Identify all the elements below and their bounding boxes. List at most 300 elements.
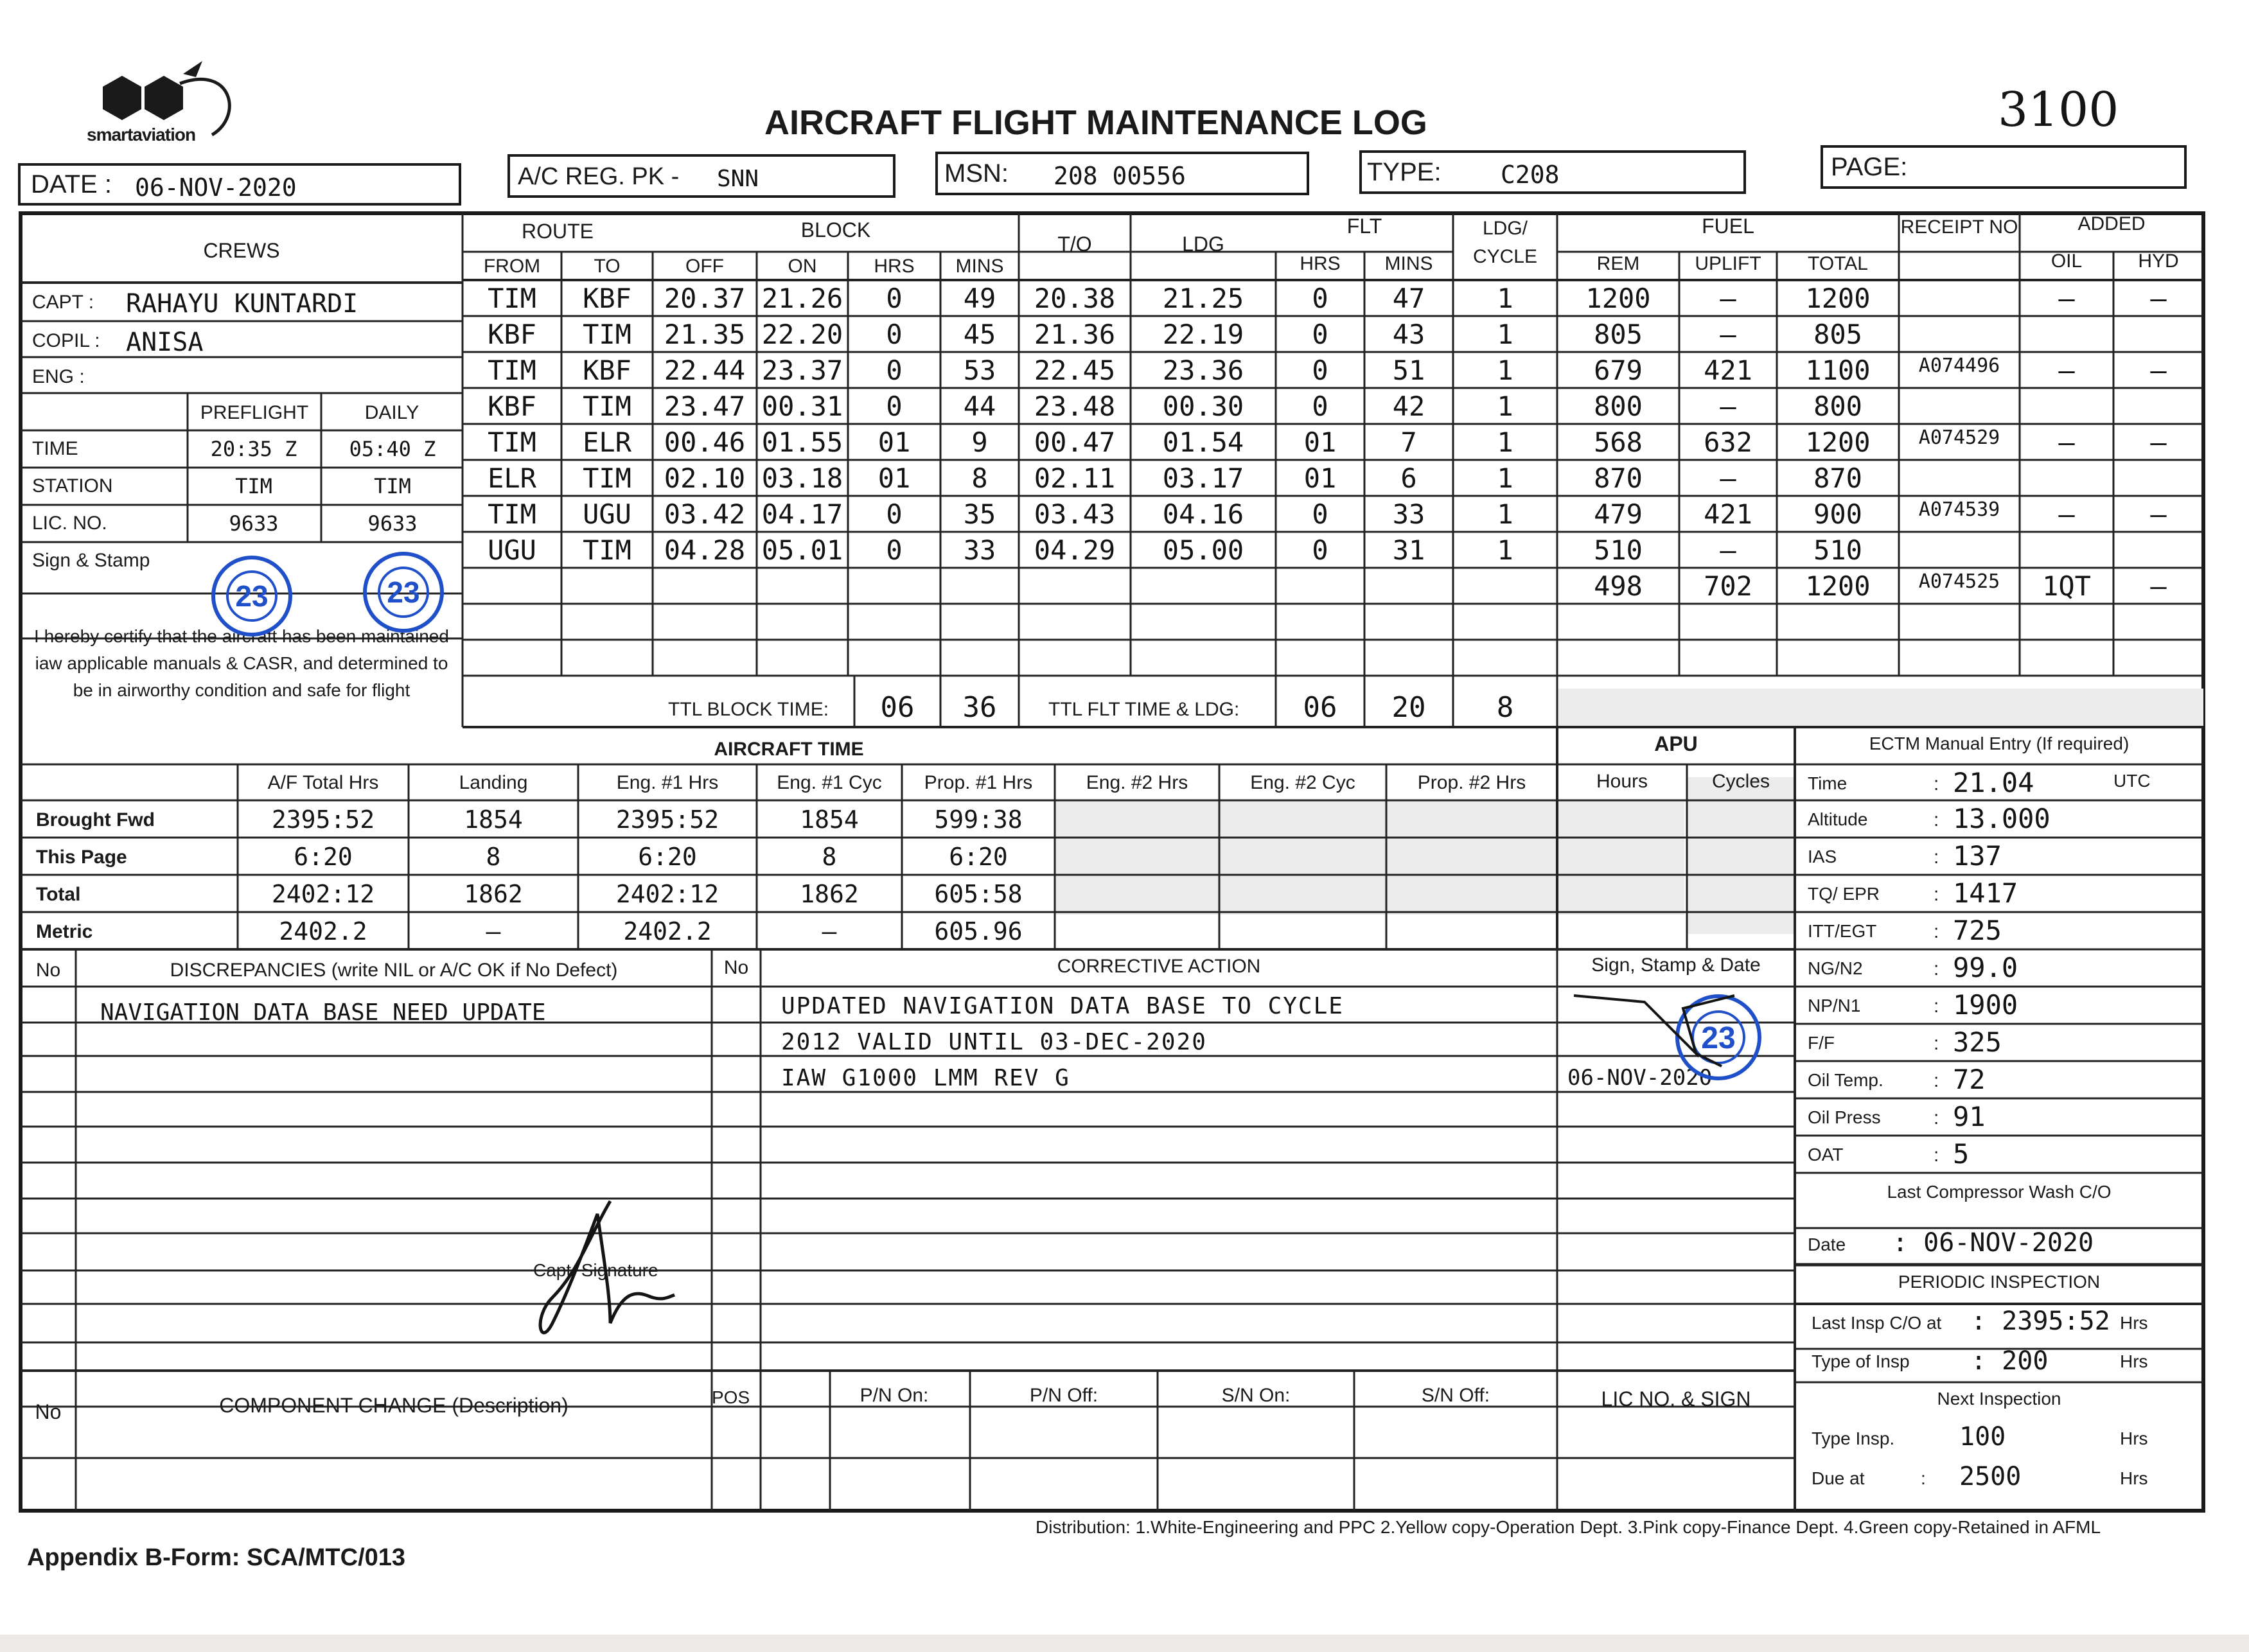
flight-5-cyc[interactable]: 1 bbox=[1497, 462, 1513, 494]
type-insp-value[interactable]: : 200 bbox=[1971, 1346, 2049, 1376]
ectm-colon-6: : bbox=[1934, 996, 1939, 1017]
flight-0-fmins[interactable]: 47 bbox=[1392, 283, 1425, 314]
flight-7-ldg[interactable]: 05.00 bbox=[1162, 534, 1244, 566]
ectm-label-9: Oil Press bbox=[1808, 1107, 1881, 1127]
flight-4-uplift[interactable]: 632 bbox=[1704, 426, 1752, 458]
flight-2-on[interactable]: 23.37 bbox=[761, 355, 843, 386]
flight-8-hyd[interactable]: — bbox=[2150, 570, 2167, 602]
date-label: DATE : bbox=[31, 170, 112, 198]
flight-7-from[interactable]: UGU bbox=[488, 534, 536, 566]
flight-5-on[interactable]: 03.18 bbox=[761, 462, 843, 494]
logo-text: smartaviation bbox=[87, 125, 196, 145]
ectm-colon-1: : bbox=[1934, 809, 1939, 830]
at-value-0-4[interactable]: 599:38 bbox=[934, 805, 1023, 834]
ectm-value-4[interactable]: 725 bbox=[1953, 915, 2002, 946]
hdr-off: OFF bbox=[685, 256, 724, 277]
flight-5-total[interactable]: 870 bbox=[1813, 462, 1862, 494]
msn-label: MSN: bbox=[944, 159, 1009, 188]
flight-6-to[interactable]: UGU bbox=[583, 498, 631, 530]
sub-label-0: TIME bbox=[32, 438, 78, 459]
reg-value[interactable]: SNN bbox=[717, 166, 759, 192]
corr-title: CORRECTIVE ACTION bbox=[1057, 956, 1261, 977]
comp-pn-on: P/N On: bbox=[860, 1385, 929, 1406]
flight-0-cyc[interactable]: 1 bbox=[1497, 283, 1513, 314]
ectm-colon-2: : bbox=[1934, 847, 1939, 868]
flight-5-rem[interactable]: 870 bbox=[1594, 462, 1643, 494]
flight-6-rem[interactable]: 479 bbox=[1594, 498, 1643, 530]
flight-8-oil[interactable]: 1QT bbox=[2042, 570, 2091, 602]
flight-0-total[interactable]: 1200 bbox=[1805, 283, 1871, 314]
flight-4-mins[interactable]: 9 bbox=[971, 426, 988, 458]
disc-no: No bbox=[35, 960, 61, 981]
flight-1-to[interactable]: TIM bbox=[583, 319, 631, 350]
sign-title: Sign, Stamp & Date bbox=[1591, 954, 1761, 976]
flight-3-to[interactable]: TIM bbox=[583, 391, 631, 422]
at-value-3-4[interactable]: 605.96 bbox=[934, 917, 1023, 945]
flight-5-from[interactable]: ELR bbox=[488, 462, 536, 494]
disc-title: DISCREPANCIES (write NIL or A/C OK if No Defect) bbox=[170, 960, 618, 981]
flight-2-ldg[interactable]: 23.36 bbox=[1162, 355, 1244, 386]
flight-6-off[interactable]: 03.42 bbox=[664, 498, 746, 530]
daily-value-0[interactable]: 05:40 Z bbox=[349, 437, 436, 461]
last-insp-value[interactable]: : 2395:52 bbox=[1971, 1306, 2110, 1336]
flight-6-hrs[interactable]: 0 bbox=[886, 498, 903, 530]
flight-4-fhrs[interactable]: 01 bbox=[1303, 426, 1337, 458]
flight-1-off[interactable]: 21.35 bbox=[664, 319, 746, 350]
ectm-value-9[interactable]: 91 bbox=[1953, 1101, 1986, 1132]
sign-date[interactable]: 06-NOV-2020 bbox=[1567, 1065, 1713, 1091]
hdr-flt-mins: MINS bbox=[1384, 253, 1433, 274]
flight-3-rem[interactable]: 800 bbox=[1594, 391, 1643, 422]
flight-2-cyc[interactable]: 1 bbox=[1497, 355, 1513, 386]
capt-signature-label: Capt. Signature bbox=[533, 1260, 658, 1280]
hdr-block: BLOCK bbox=[800, 218, 871, 242]
flight-0-rem[interactable]: 1200 bbox=[1585, 283, 1651, 314]
flight-7-mins[interactable]: 33 bbox=[963, 534, 996, 566]
ectm-value-1[interactable]: 13.000 bbox=[1953, 803, 2051, 834]
comp-sn-off: S/N Off: bbox=[1421, 1385, 1490, 1406]
flight-7-off[interactable]: 04.28 bbox=[664, 534, 746, 566]
hdr-flt-hrs: HRS bbox=[1300, 253, 1341, 274]
flight-5-uplift[interactable]: — bbox=[1720, 462, 1736, 494]
corr-line-0[interactable]: UPDATED NAVIGATION DATA BASE TO CYCLE bbox=[781, 993, 1344, 1019]
hdr-added: ADDED bbox=[2077, 213, 2146, 234]
hdr-route: ROUTE bbox=[522, 220, 594, 243]
flight-1-ldg[interactable]: 22.19 bbox=[1162, 319, 1244, 350]
ttl-block-label: TTL BLOCK TIME: bbox=[668, 699, 829, 720]
flight-4-rem[interactable]: 568 bbox=[1594, 426, 1643, 458]
page-label: PAGE: bbox=[1831, 153, 1908, 181]
flight-5-fmins[interactable]: 6 bbox=[1400, 462, 1417, 494]
at-col-2: Eng. #1 Hrs bbox=[616, 772, 719, 793]
flight-1-hrs[interactable]: 0 bbox=[886, 319, 903, 350]
next-type-label: Type Insp. bbox=[1812, 1428, 1895, 1448]
flight-3-on[interactable]: 00.31 bbox=[761, 391, 843, 422]
ectm-label-6: NP/N1 bbox=[1808, 996, 1861, 1015]
crews-title: CREWS bbox=[203, 239, 280, 262]
flight-4-total[interactable]: 1200 bbox=[1805, 426, 1871, 458]
flight-4-to[interactable]: ELR bbox=[583, 426, 631, 458]
distribution-note: Distribution: 1.White-Engineering and PPC 2.Yellow copy-Operation Dept. 3.Pink copy-Finance Dept. 4.Green copy-Retained in AFML bbox=[1036, 1517, 2101, 1537]
flight-5-fhrs[interactable]: 01 bbox=[1303, 462, 1337, 494]
at-value-1-3[interactable]: 8 bbox=[822, 843, 837, 871]
at-col-3: Eng. #1 Cyc bbox=[777, 772, 882, 793]
flight-0-oil[interactable]: — bbox=[2058, 283, 2075, 314]
flight-0-mins[interactable]: 49 bbox=[963, 283, 996, 314]
ectm-value-2[interactable]: 137 bbox=[1953, 840, 2002, 872]
compressor-date-label: Date bbox=[1808, 1235, 1846, 1254]
hdr-total: TOTAL bbox=[1808, 253, 1868, 274]
ectm-colon-5: : bbox=[1934, 958, 1939, 980]
hdr-hrs: HRS bbox=[874, 256, 915, 277]
ectm-colon-0: : bbox=[1934, 773, 1939, 795]
flight-6-receipt[interactable]: A074539 bbox=[1918, 498, 2000, 521]
flight-6-from[interactable]: TIM bbox=[488, 498, 536, 530]
ectm-label-2: IAS bbox=[1808, 847, 1837, 866]
ectm-colon-7: : bbox=[1934, 1033, 1939, 1054]
appendix-note: Appendix B-Form: SCA/MTC/013 bbox=[27, 1544, 406, 1571]
at-col-1: Landing bbox=[459, 772, 528, 793]
comp-title: COMPONENT CHANGE (Description) bbox=[219, 1394, 569, 1417]
flight-3-from[interactable]: KBF bbox=[488, 391, 536, 422]
flight-1-on[interactable]: 22.20 bbox=[761, 319, 843, 350]
flight-4-receipt[interactable]: A074529 bbox=[1918, 426, 2000, 449]
flight-0-on[interactable]: 21.26 bbox=[761, 283, 843, 314]
flight-7-tof[interactable]: 04.29 bbox=[1034, 534, 1116, 566]
flight-1-fmins[interactable]: 43 bbox=[1392, 319, 1425, 350]
flight-5-mins[interactable]: 8 bbox=[971, 462, 988, 494]
corr-line-2[interactable]: IAW G1000 LMM REV G bbox=[781, 1065, 1070, 1091]
comp-no: No bbox=[35, 1400, 62, 1423]
flight-6-total[interactable]: 900 bbox=[1813, 498, 1862, 530]
flight-3-uplift[interactable]: — bbox=[1720, 391, 1736, 422]
flight-0-uplift[interactable]: — bbox=[1720, 283, 1736, 314]
ectm-label-3: TQ/ EPR bbox=[1808, 884, 1880, 904]
daily-stamp-icon bbox=[358, 547, 448, 637]
flight-1-cyc[interactable]: 1 bbox=[1497, 319, 1513, 350]
flight-7-cyc[interactable]: 1 bbox=[1497, 534, 1513, 566]
flight-2-fhrs[interactable]: 0 bbox=[1312, 355, 1328, 386]
flight-4-cyc[interactable]: 1 bbox=[1497, 426, 1513, 458]
flight-5-to[interactable]: TIM bbox=[583, 462, 631, 494]
flight-3-total[interactable]: 800 bbox=[1813, 391, 1862, 422]
compressor-date-value[interactable]: : 06-NOV-2020 bbox=[1892, 1228, 2094, 1258]
at-col-6: Eng. #2 Cyc bbox=[1250, 772, 1355, 793]
col-daily: DAILY bbox=[364, 402, 419, 423]
flight-0-from[interactable]: TIM bbox=[488, 283, 536, 314]
flight-5-hrs[interactable]: 01 bbox=[878, 462, 911, 494]
at-value-0-2[interactable]: 2395:52 bbox=[615, 805, 719, 834]
flight-0-off[interactable]: 20.37 bbox=[664, 283, 746, 314]
flight-0-to[interactable]: KBF bbox=[583, 283, 631, 314]
at-value-3-1[interactable]: — bbox=[486, 917, 501, 945]
flight-4-on[interactable]: 01.55 bbox=[761, 426, 843, 458]
flight-4-hyd[interactable]: — bbox=[2150, 426, 2167, 458]
flight-7-hrs[interactable]: 0 bbox=[886, 534, 903, 566]
reg-label: A/C REG. PK - bbox=[518, 163, 680, 190]
flight-0-hyd[interactable]: — bbox=[2150, 283, 2167, 314]
at-value-1-2[interactable]: 6:20 bbox=[638, 843, 697, 871]
flight-4-off[interactable]: 00.46 bbox=[664, 426, 746, 458]
at-value-2-1[interactable]: 1862 bbox=[464, 880, 523, 908]
ectm-colon-10: : bbox=[1934, 1145, 1939, 1166]
preflight-value-0[interactable]: 20:35 Z bbox=[210, 437, 297, 461]
flight-5-off[interactable]: 02.10 bbox=[664, 462, 746, 494]
flight-6-ldg[interactable]: 04.16 bbox=[1162, 498, 1244, 530]
hdr-from: FROM bbox=[483, 256, 541, 277]
flight-2-off[interactable]: 22.44 bbox=[664, 355, 746, 386]
flight-2-total[interactable]: 1100 bbox=[1805, 355, 1871, 386]
daily-value-1[interactable]: TIM bbox=[374, 474, 411, 498]
sub-label-2: LIC. NO. bbox=[32, 513, 107, 534]
ectm-value-7[interactable]: 325 bbox=[1953, 1026, 2002, 1058]
periodic-title: PERIODIC INSPECTION bbox=[1898, 1272, 2101, 1292]
logo bbox=[84, 58, 270, 154]
flight-7-on[interactable]: 05.01 bbox=[761, 534, 843, 566]
flight-0-ldg[interactable]: 21.25 bbox=[1162, 283, 1244, 314]
ectm-colon-9: : bbox=[1934, 1107, 1939, 1129]
flight-2-mins[interactable]: 53 bbox=[963, 355, 996, 386]
apu-title: APU bbox=[1654, 732, 1698, 755]
at-value-2-0[interactable]: 2402:12 bbox=[271, 880, 375, 908]
flight-1-from[interactable]: KBF bbox=[488, 319, 536, 350]
aircraft-time-title: AIRCRAFT TIME bbox=[714, 739, 864, 760]
crew-value-copil[interactable]: ANISA bbox=[126, 328, 204, 357]
at-value-1-0[interactable]: 6:20 bbox=[294, 843, 353, 871]
ectm-value-6[interactable]: 1900 bbox=[1953, 989, 2018, 1021]
flight-8-total[interactable]: 1200 bbox=[1805, 570, 1871, 602]
flight-2-from[interactable]: TIM bbox=[488, 355, 536, 386]
flight-4-oil[interactable]: — bbox=[2058, 426, 2075, 458]
at-col-7: Prop. #2 Hrs bbox=[1417, 772, 1526, 793]
crew-label-eng: ENG : bbox=[32, 366, 85, 387]
hdr-mins: MINS bbox=[955, 256, 1004, 277]
ttl-block-mins[interactable]: 36 bbox=[962, 691, 997, 724]
hdr-ldg-cycle: LDG/ CYCLE bbox=[1472, 218, 1538, 267]
ectm-label-1: Altitude bbox=[1808, 809, 1868, 829]
due-colon: : bbox=[1921, 1468, 1926, 1488]
at-value-3-0[interactable]: 2402.2 bbox=[279, 917, 367, 945]
next-type-value[interactable]: 100 bbox=[1959, 1422, 2006, 1452]
last-insp-hrs: Hrs bbox=[2120, 1313, 2148, 1333]
flight-1-rem[interactable]: 805 bbox=[1594, 319, 1643, 350]
comp-lic: LIC NO. & SIGN bbox=[1601, 1387, 1751, 1410]
at-value-1-1[interactable]: 8 bbox=[486, 843, 501, 871]
flight-3-mins[interactable]: 44 bbox=[963, 391, 996, 422]
flight-2-oil[interactable]: — bbox=[2058, 355, 2075, 386]
flight-4-fmins[interactable]: 7 bbox=[1400, 426, 1417, 458]
flight-7-uplift[interactable]: — bbox=[1720, 534, 1736, 566]
at-value-0-1[interactable]: 1854 bbox=[464, 805, 523, 834]
inspector-stamp-icon bbox=[207, 551, 297, 641]
svg-text:23: 23 bbox=[235, 579, 269, 613]
flight-2-tof[interactable]: 22.45 bbox=[1034, 355, 1116, 386]
at-row-label-2: Total bbox=[36, 884, 81, 905]
flight-7-fmins[interactable]: 31 bbox=[1392, 534, 1425, 566]
flight-7-total[interactable]: 510 bbox=[1813, 534, 1862, 566]
flight-0-fhrs[interactable]: 0 bbox=[1312, 283, 1328, 314]
apu-hours: Hours bbox=[1596, 771, 1648, 792]
due-value[interactable]: 2500 bbox=[1959, 1462, 2022, 1491]
ectm-colon-3: : bbox=[1934, 884, 1939, 905]
next-title: Next Inspection bbox=[1937, 1389, 2061, 1409]
ectm-label-7: F/F bbox=[1808, 1033, 1835, 1053]
page-title: AIRCRAFT FLIGHT MAINTENANCE LOG bbox=[764, 103, 1427, 142]
flight-3-fhrs[interactable]: 0 bbox=[1312, 391, 1328, 422]
at-value-0-3[interactable]: 1854 bbox=[800, 805, 859, 834]
flight-1-uplift[interactable]: — bbox=[1720, 319, 1736, 350]
next-type-hrs: Hrs bbox=[2120, 1428, 2148, 1448]
compressor-title: Last Compressor Wash C/O bbox=[1887, 1182, 2112, 1202]
flight-2-hrs[interactable]: 0 bbox=[886, 355, 903, 386]
flight-7-rem[interactable]: 510 bbox=[1594, 534, 1643, 566]
flight-4-ldg[interactable]: 01.54 bbox=[1162, 426, 1244, 458]
disc-entry[interactable]: NAVIGATION DATA BASE NEED UPDATE bbox=[100, 999, 546, 1026]
flight-6-mins[interactable]: 35 bbox=[963, 498, 996, 530]
flight-3-fmins[interactable]: 42 bbox=[1392, 391, 1425, 422]
serial-number: 3100 bbox=[1998, 82, 2119, 137]
flight-3-tof[interactable]: 23.48 bbox=[1034, 391, 1116, 422]
sub-label-1: STATION bbox=[32, 475, 113, 496]
ectm-colon-8: : bbox=[1934, 1070, 1939, 1091]
crew-label-capt: CAPT : bbox=[32, 292, 94, 313]
type-value[interactable]: C208 bbox=[1501, 161, 1560, 189]
hdr-to: TO bbox=[594, 256, 621, 277]
at-row-label-3: Metric bbox=[36, 921, 93, 942]
hdr-receipt: RECEIPT NO bbox=[1900, 216, 2018, 238]
flight-6-fmins[interactable]: 33 bbox=[1392, 498, 1425, 530]
flight-2-to[interactable]: KBF bbox=[583, 355, 631, 386]
flight-6-tof[interactable]: 03.43 bbox=[1034, 498, 1116, 530]
flight-5-tof[interactable]: 02.11 bbox=[1034, 462, 1116, 494]
flight-3-off[interactable]: 23.47 bbox=[664, 391, 746, 422]
daily-value-2[interactable]: 9633 bbox=[367, 511, 418, 536]
ectm-value-0[interactable]: 21.04 bbox=[1953, 767, 2034, 798]
flight-6-oil[interactable]: — bbox=[2058, 498, 2075, 530]
flight-1-total[interactable]: 805 bbox=[1813, 319, 1862, 350]
at-value-2-2[interactable]: 2402:12 bbox=[615, 880, 719, 908]
comp-pn-off: P/N Off: bbox=[1029, 1385, 1098, 1406]
certify-text: I hereby certify that the aircraft has been maintained iaw applicable manuals & CASR, and determined to be in airworthy condition and safe for flight bbox=[34, 626, 449, 700]
flight-2-rem[interactable]: 679 bbox=[1594, 355, 1643, 386]
date-value[interactable]: 06-NOV-2020 bbox=[135, 173, 297, 202]
hdr-rem: REM bbox=[1596, 253, 1640, 274]
comp-pos: POS bbox=[712, 1387, 750, 1407]
ectm-value-5[interactable]: 99.0 bbox=[1953, 952, 2018, 983]
flight-6-hyd[interactable]: — bbox=[2150, 498, 2167, 530]
flight-4-from[interactable]: TIM bbox=[488, 426, 536, 458]
svg-text:23: 23 bbox=[387, 576, 420, 609]
sub-label-3: Sign & Stamp bbox=[32, 550, 150, 571]
flight-3-hrs[interactable]: 0 bbox=[886, 391, 903, 422]
at-value-0-0[interactable]: 2395:52 bbox=[271, 805, 375, 834]
at-value-3-3[interactable]: — bbox=[822, 917, 837, 945]
ttl-block-hrs[interactable]: 06 bbox=[880, 691, 915, 724]
ectm-label-4: ITT/EGT bbox=[1808, 921, 1877, 941]
at-col-0: A/F Total Hrs bbox=[267, 772, 379, 793]
comp-sn-on: S/N On: bbox=[1221, 1385, 1291, 1406]
flight-6-fhrs[interactable]: 0 bbox=[1312, 498, 1328, 530]
ectm-label-5: NG/N2 bbox=[1808, 958, 1863, 978]
at-col-4: Prop. #1 Hrs bbox=[924, 772, 1033, 793]
at-value-3-2[interactable]: 2402.2 bbox=[623, 917, 712, 945]
flight-8-receipt[interactable]: A074525 bbox=[1918, 570, 2000, 593]
flight-0-tof[interactable]: 20.38 bbox=[1034, 283, 1116, 314]
ectm-value-10[interactable]: 5 bbox=[1953, 1138, 1970, 1170]
flight-7-to[interactable]: TIM bbox=[583, 534, 631, 566]
due-label: Due at bbox=[1812, 1468, 1865, 1488]
flight-1-mins[interactable]: 45 bbox=[963, 319, 996, 350]
flight-1-tof[interactable]: 21.36 bbox=[1034, 319, 1116, 350]
preflight-value-2[interactable]: 9633 bbox=[229, 511, 279, 536]
hdr-flt: FLT bbox=[1346, 215, 1382, 238]
hdr-to-time: T/O bbox=[1057, 233, 1092, 256]
msn-value[interactable]: 208 00556 bbox=[1054, 162, 1186, 190]
engineer-signature-icon bbox=[1567, 983, 1760, 1079]
flight-6-cyc[interactable]: 1 bbox=[1497, 498, 1513, 530]
flight-2-fmins[interactable]: 51 bbox=[1392, 355, 1425, 386]
due-hrs: Hrs bbox=[2120, 1468, 2148, 1488]
col-preflight: PREFLIGHT bbox=[200, 402, 309, 423]
ectm-value-8[interactable]: 72 bbox=[1953, 1064, 1986, 1095]
flight-6-on[interactable]: 04.17 bbox=[761, 498, 843, 530]
flight-4-hrs[interactable]: 01 bbox=[878, 426, 911, 458]
flight-1-fhrs[interactable]: 0 bbox=[1312, 319, 1328, 350]
flight-3-ldg[interactable]: 00.30 bbox=[1162, 391, 1244, 422]
at-value-2-3[interactable]: 1862 bbox=[800, 880, 859, 908]
corr-line-1[interactable]: 2012 VALID UNTIL 03-DEC-2020 bbox=[781, 1029, 1207, 1055]
flight-8-rem[interactable]: 498 bbox=[1594, 570, 1643, 602]
flight-0-hrs[interactable]: 0 bbox=[886, 283, 903, 314]
flight-6-uplift[interactable]: 421 bbox=[1704, 498, 1752, 530]
hdr-ldg: LDG bbox=[1182, 233, 1224, 256]
captain-signature-icon bbox=[514, 1195, 681, 1362]
flight-2-uplift[interactable]: 421 bbox=[1704, 355, 1752, 386]
ectm-value-3[interactable]: 1417 bbox=[1953, 877, 2018, 909]
last-insp-label: Last Insp C/O at bbox=[1812, 1313, 1942, 1333]
preflight-value-1[interactable]: TIM bbox=[235, 474, 272, 498]
flight-5-ldg[interactable]: 03.17 bbox=[1162, 462, 1244, 494]
corr-no: No bbox=[723, 957, 749, 978]
crew-value-capt[interactable]: RAHAYU KUNTARDI bbox=[126, 289, 358, 319]
flight-2-receipt[interactable]: A074496 bbox=[1918, 355, 2000, 377]
ectm-label-10: OAT bbox=[1808, 1145, 1844, 1164]
ectm-unit-0: UTC bbox=[2113, 771, 2151, 791]
hdr-uplift: UPLIFT bbox=[1695, 253, 1761, 274]
flight-3-cyc[interactable]: 1 bbox=[1497, 391, 1513, 422]
ttl-ldg[interactable]: 8 bbox=[1496, 691, 1514, 724]
at-value-1-4[interactable]: 6:20 bbox=[949, 843, 1008, 871]
flight-8-uplift[interactable]: 702 bbox=[1704, 570, 1752, 602]
ttl-flt-label: TTL FLT TIME & LDG: bbox=[1048, 699, 1240, 720]
at-col-5: Eng. #2 Hrs bbox=[1086, 772, 1188, 793]
type-insp-label: Type of Insp bbox=[1812, 1351, 1910, 1371]
hdr-hyd: HYD bbox=[2138, 250, 2179, 272]
at-value-2-4[interactable]: 605:58 bbox=[934, 880, 1023, 908]
ttl-flt-hrs[interactable]: 06 bbox=[1303, 691, 1337, 724]
type-label: TYPE: bbox=[1367, 158, 1442, 186]
hdr-fuel: FUEL bbox=[1702, 215, 1754, 238]
type-insp-hrs: Hrs bbox=[2120, 1351, 2148, 1371]
hdr-on: ON bbox=[788, 256, 817, 277]
flight-4-tof[interactable]: 00.47 bbox=[1034, 426, 1116, 458]
apu-cycles: Cycles bbox=[1711, 771, 1770, 792]
flight-7-fhrs[interactable]: 0 bbox=[1312, 534, 1328, 566]
flight-2-hyd[interactable]: — bbox=[2150, 355, 2167, 386]
ttl-flt-mins[interactable]: 20 bbox=[1391, 691, 1426, 724]
crew-label-copil: COPIL : bbox=[32, 330, 100, 351]
svg-text:23: 23 bbox=[1701, 1021, 1736, 1055]
